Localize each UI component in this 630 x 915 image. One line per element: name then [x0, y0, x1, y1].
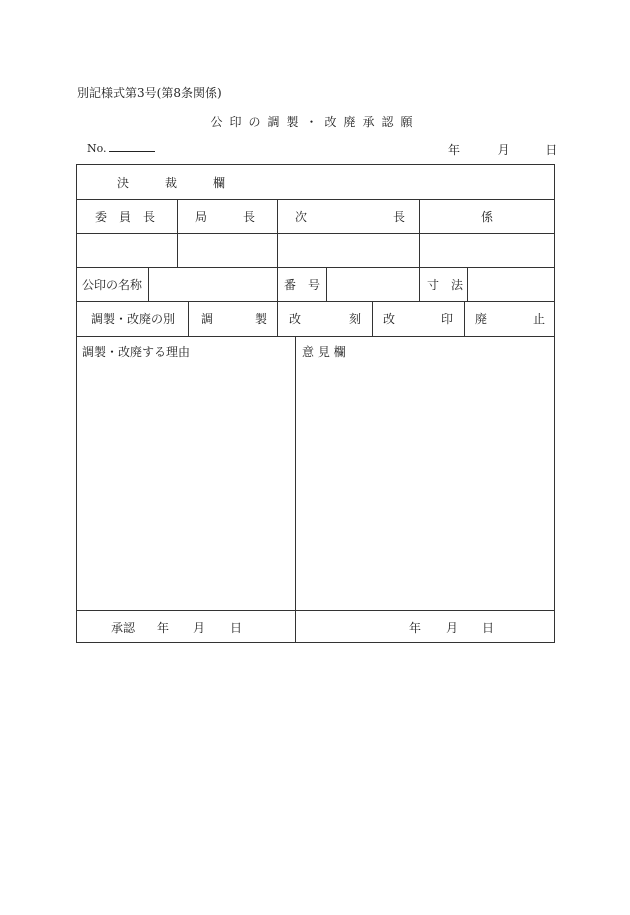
- row-divider: [77, 610, 554, 611]
- seal-size-label: 寸 法: [427, 278, 464, 292]
- number-label: No.: [87, 142, 107, 155]
- staff-label: 係: [481, 210, 494, 224]
- form-label: 別記様式第3号(第8条関係): [77, 86, 222, 100]
- row-divider: [77, 336, 554, 337]
- date-day: 日: [545, 143, 558, 157]
- deputy-chief-label: 長: [393, 210, 406, 224]
- approval-date-day: 日: [230, 621, 243, 635]
- committee-chair-label: 委 員 長: [95, 210, 156, 224]
- reason-text-area[interactable]: [77, 361, 295, 609]
- opinion-text-area[interactable]: [296, 361, 554, 609]
- option-recarve-char-1[interactable]: 改: [289, 312, 302, 326]
- opinion-date-month: 月: [446, 621, 459, 635]
- row-divider: [77, 301, 554, 302]
- date-year: 年: [448, 143, 461, 157]
- option-create-char-2[interactable]: 製: [255, 312, 268, 326]
- document-number: [87, 141, 155, 155]
- reason-label: 調製・改廃する理由: [82, 345, 191, 359]
- approval-heading: 決 裁 欄: [117, 176, 226, 190]
- bureau-chief-label: 局 長: [195, 210, 256, 224]
- seal-name-field[interactable]: [149, 268, 277, 301]
- staff-seal-box[interactable]: [420, 234, 554, 267]
- row-divider: [77, 199, 554, 200]
- option-recarve-char-2[interactable]: 刻: [349, 312, 362, 326]
- committee-chair-seal-box[interactable]: [77, 234, 177, 267]
- seal-name-label: 公印の名称: [82, 278, 143, 292]
- bureau-chief-seal-box[interactable]: [178, 234, 277, 267]
- action-type-label: 調製・改廃の別: [91, 312, 176, 326]
- column-divider: [372, 301, 373, 336]
- column-divider: [419, 267, 420, 301]
- approval-date-month: 月: [193, 621, 206, 635]
- option-reseal-char-1[interactable]: 改: [383, 312, 396, 326]
- option-abolish-char-2[interactable]: 止: [533, 312, 546, 326]
- option-abolish-char-1[interactable]: 廃: [475, 312, 488, 326]
- approval-form-table: [76, 164, 555, 643]
- option-create-char-1[interactable]: 調: [201, 312, 214, 326]
- deputy-label: 次: [295, 210, 308, 224]
- opinion-label: 意 見 欄: [302, 345, 346, 359]
- option-reseal-char-2[interactable]: 印: [441, 312, 454, 326]
- number-blank-line: [109, 141, 155, 152]
- opinion-date-year: 年: [409, 621, 422, 635]
- column-divider: [464, 301, 465, 336]
- column-divider: [188, 301, 189, 336]
- opinion-date-day: 日: [482, 621, 495, 635]
- column-divider: [277, 301, 278, 336]
- seal-number-field[interactable]: [327, 268, 419, 301]
- header-date: [448, 141, 557, 158]
- seal-size-field[interactable]: [468, 268, 554, 301]
- approval-date-year: 年: [157, 621, 170, 635]
- date-month: 月: [497, 143, 510, 157]
- deputy-chief-seal-box[interactable]: [278, 234, 419, 267]
- document-title: 公印の調製・改廃承認願: [210, 115, 420, 129]
- seal-number-label: 番 号: [284, 278, 321, 292]
- approval-label: 承認: [111, 621, 136, 635]
- column-divider: [277, 267, 278, 301]
